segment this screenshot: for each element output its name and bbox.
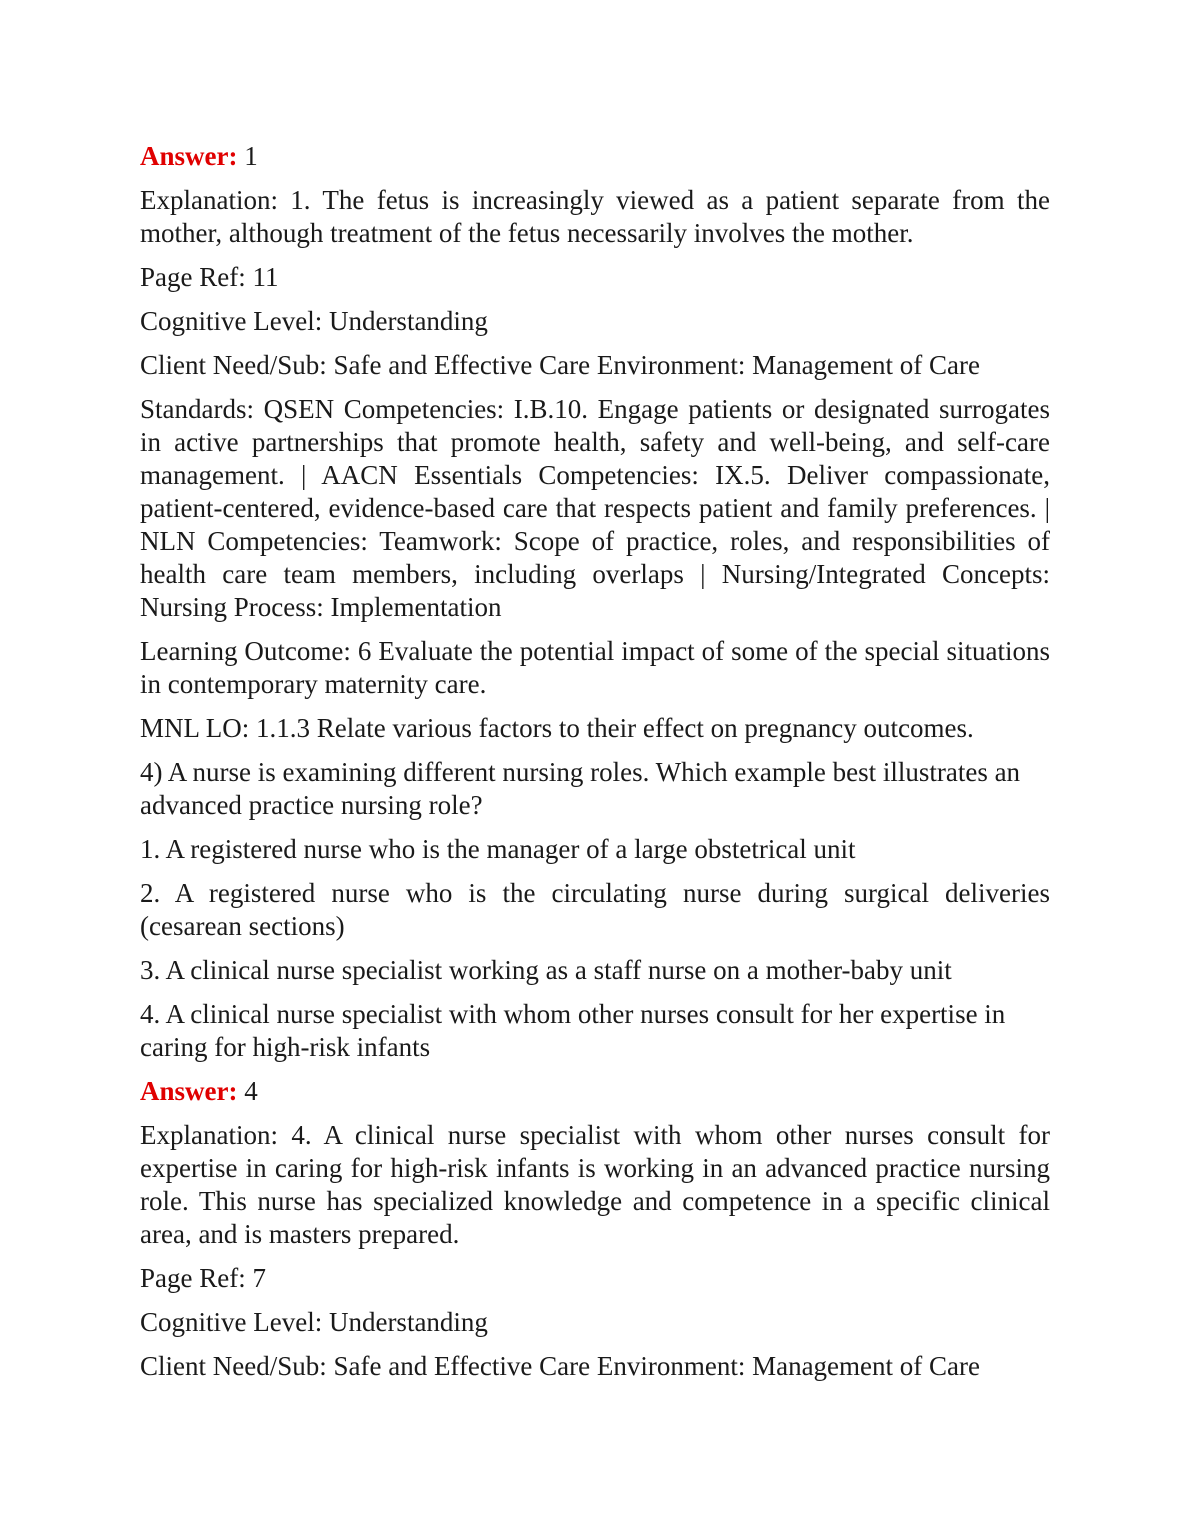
answer-value: 1 — [237, 141, 258, 171]
question-option: 4. A clinical nurse specialist with whom other nurses consult for her expertise in caring for high-risk infants — [140, 999, 1006, 1062]
cognitive-level: Cognitive Level: Understanding — [140, 306, 488, 336]
explanation: Explanation: 1. The fetus is increasingly viewed as a patient separate from the mother, although treatment of the fetus necessarily involves the mother. — [140, 185, 1050, 248]
standards: Standards: QSEN Competencies: I.B.10. Engage patients or designated surrogates in active partnerships that promote health, safety and well-being, and self-care management. | AACN Essentials Competencies: IX.5. Deliver compassionate, patient-centered, evidence-based care that respects patient and family preferences. | NLN Competencies: Teamwork: Scope of practice, roles, and responsibilities of health care team members, including overlaps | Nursing/Integrated Concepts: Nursing Process: Implementation — [140, 394, 1050, 622]
answer-value: 4 — [237, 1076, 258, 1106]
learning-outcome: Learning Outcome: 6 Evaluate the potential impact of some of the special situations in contemporary maternity care. — [140, 636, 1050, 699]
page-ref: Page Ref: 7 — [140, 1263, 266, 1293]
mnl-lo: MNL LO: 1.1.3 Relate various factors to their effect on pregnancy outcomes. — [140, 713, 974, 743]
page-ref: Page Ref: 11 — [140, 262, 279, 292]
client-need: Client Need/Sub: Safe and Effective Care Environment: Management of Care — [140, 1351, 980, 1381]
answer-line — [140, 140, 1050, 173]
question-stem: 4) A nurse is examining different nursing roles. Which example best illustrates an advanced practice nursing role? — [140, 757, 1021, 820]
cognitive-level: Cognitive Level: Understanding — [140, 1307, 488, 1337]
question-option: 1. A registered nurse who is the manager of a large obstetrical unit — [140, 834, 856, 864]
answer-label: Answer: — [140, 141, 238, 171]
answer-label: Answer: — [140, 1076, 238, 1106]
question-option: 3. A clinical nurse specialist working as a staff nurse on a mother-baby unit — [140, 955, 952, 985]
document-page — [140, 140, 1050, 1394]
client-need: Client Need/Sub: Safe and Effective Care Environment: Management of Care — [140, 350, 980, 380]
question-option: 2. A registered nurse who is the circulating nurse during surgical deliveries (cesarean sections) — [140, 878, 1050, 941]
explanation: Explanation: 4. A clinical nurse specialist with whom other nurses consult for expertise in caring for high-risk infants is working in an advanced practice nursing role. This nurse has specialized knowledge and competence in a specific clinical area, and is masters prepared. — [140, 1120, 1050, 1249]
answer-line — [140, 1075, 1050, 1108]
